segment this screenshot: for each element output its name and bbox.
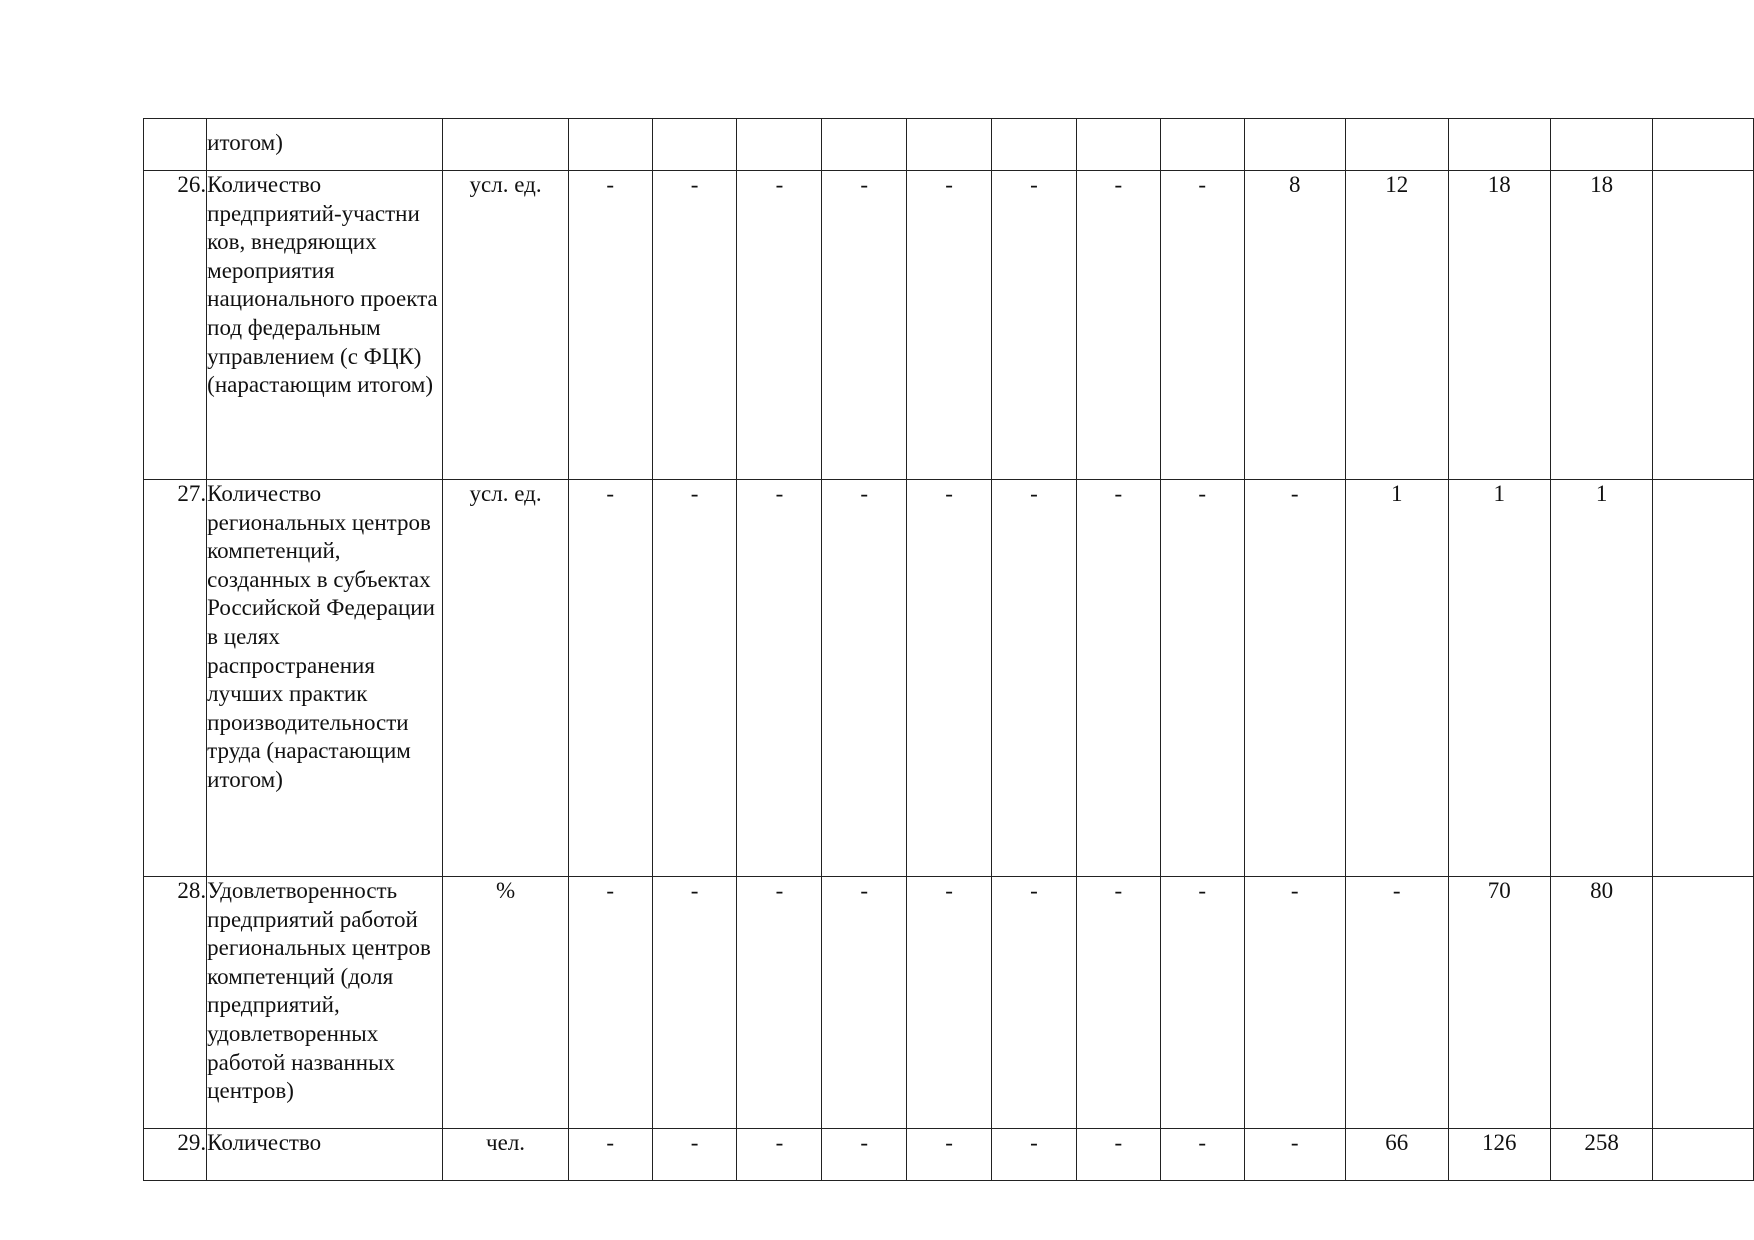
value-cell: - [992,877,1077,1129]
unit-cell: % [443,877,568,1129]
value-cell: 18 [1448,171,1550,480]
value-cell [822,119,907,171]
value-cell: - [822,171,907,480]
unit-cell: усл. ед. [443,480,568,877]
value-cell: - [737,877,822,1129]
indicator-name: итогом) [207,119,443,171]
value-cell: - [822,480,907,877]
value-cell: - [992,171,1077,480]
value-cell: - [652,480,737,877]
value-cell: - [992,1129,1077,1181]
value-cell: - [822,877,907,1129]
value-cell: 8 [1244,171,1345,480]
value-cell: - [1244,1129,1345,1181]
value-cell: - [568,480,652,877]
value-cell: - [907,877,992,1129]
value-cell: - [1244,877,1345,1129]
value-cell [1653,877,1754,1129]
value-cell: 80 [1550,877,1652,1129]
value-cell [568,119,652,171]
value-cell: 126 [1448,1129,1550,1181]
value-cell: - [568,1129,652,1181]
value-cell: 1 [1550,480,1652,877]
row-number: 29. [144,1129,207,1181]
table-row [144,119,1754,171]
value-cell [1448,119,1550,171]
value-cell: - [907,1129,992,1181]
value-cell [1653,480,1754,877]
value-cell: - [1345,877,1448,1129]
value-cell: 258 [1550,1129,1652,1181]
value-cell: - [907,480,992,877]
table-row [144,1129,1754,1181]
value-cell: - [568,171,652,480]
value-cell [1653,1129,1754,1181]
value-cell: 66 [1345,1129,1448,1181]
value-cell [1345,119,1448,171]
indicator-name: Количество [207,1129,443,1181]
value-cell: - [1076,171,1160,480]
value-cell: - [1076,877,1160,1129]
value-cell [1076,119,1160,171]
value-cell: - [907,171,992,480]
value-cell [1653,119,1754,171]
value-cell: - [737,480,822,877]
value-cell: - [1076,480,1160,877]
value-cell: - [1244,480,1345,877]
value-cell: - [822,1129,907,1181]
indicator-name: Количество предприятий-участни ков, внедряющих мероприятия национального проекта под федеральным управлением (с ФЦК) (нарастающим итогом) [207,171,443,480]
unit-cell: усл. ед. [443,171,568,480]
indicator-name: Количество региональных центров компетенций, созданных в субъектах Российской Федерации в целях распространения лучших практик производительности труда (нарастающим итогом) [207,480,443,877]
value-cell: - [1160,171,1244,480]
value-cell: - [568,877,652,1129]
value-cell: 12 [1345,171,1448,480]
row-number: 26. [144,171,207,480]
row-number [144,119,207,171]
value-cell [1550,119,1652,171]
value-cell: 70 [1448,877,1550,1129]
table-row [144,877,1754,1129]
value-cell [1653,171,1754,480]
value-cell: - [652,877,737,1129]
indicator-name: Удовлетворенность предприятий работой региональных центров компетенций (доля предприятий, удовлетворенных работой названных центров) [207,877,443,1129]
value-cell: - [652,1129,737,1181]
table-row [144,171,1754,480]
value-cell [907,119,992,171]
table-row [144,480,1754,877]
value-cell: - [737,171,822,480]
value-cell: 18 [1550,171,1652,480]
value-cell: - [1160,877,1244,1129]
value-cell [1160,119,1244,171]
value-cell [737,119,822,171]
row-number: 28. [144,877,207,1129]
value-cell: - [652,171,737,480]
unit-cell: чел. [443,1129,568,1181]
unit-cell [443,119,568,171]
value-cell: - [1160,1129,1244,1181]
value-cell: - [737,1129,822,1181]
row-number: 27. [144,480,207,877]
value-cell: - [1076,1129,1160,1181]
value-cell: - [992,480,1077,877]
value-cell: 1 [1345,480,1448,877]
value-cell: 1 [1448,480,1550,877]
indicators-table [143,118,1754,1181]
value-cell [652,119,737,171]
value-cell: - [1160,480,1244,877]
value-cell [992,119,1077,171]
value-cell [1244,119,1345,171]
